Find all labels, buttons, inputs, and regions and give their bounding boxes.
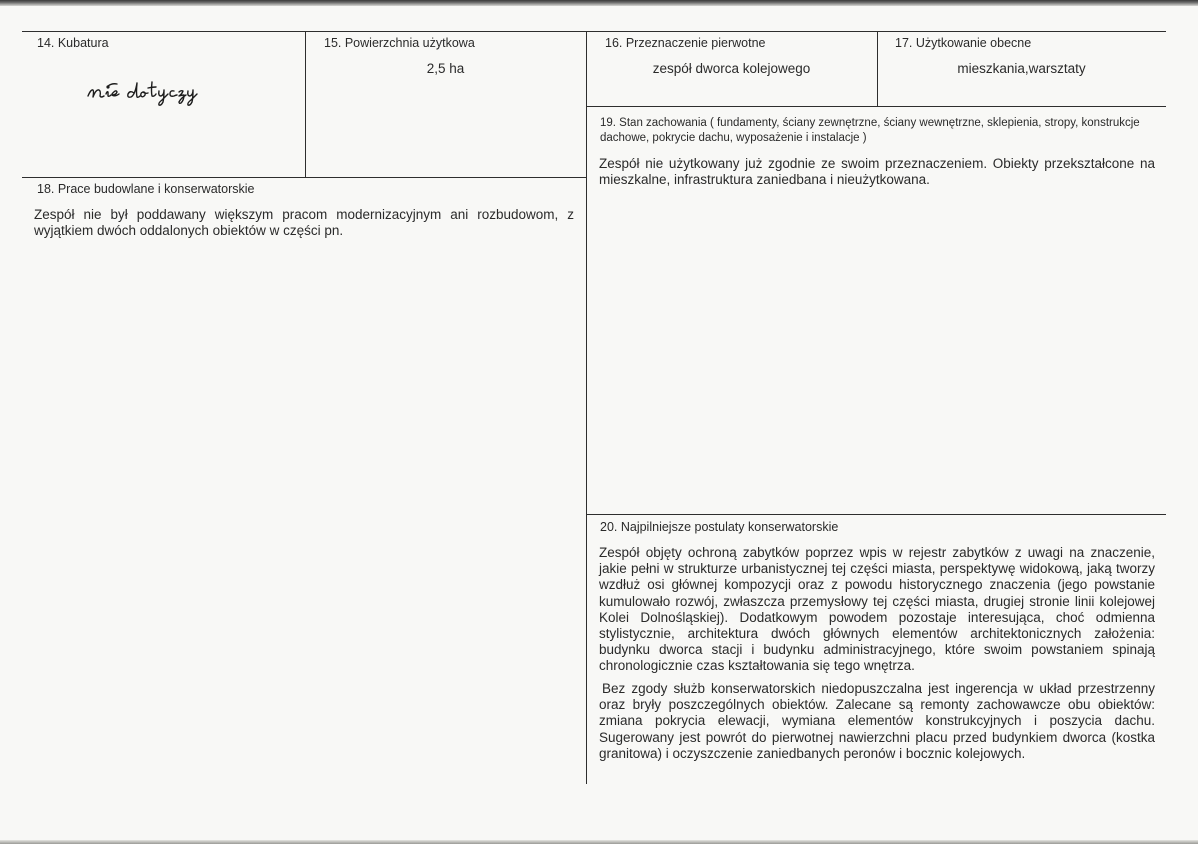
field-19-label: 19. Stan zachowania ( fundamenty, ściany zewnętrzne, ściany wewnętrzne, sklepienia, stropy, konstrukcje dachowe, pokrycie dachu, wyposażenie i instalacje ) <box>600 117 1140 144</box>
col-divider-main <box>586 31 587 784</box>
field-18-label: 18. Prace budowlane i konserwatorskie <box>37 182 255 196</box>
scan-bottom-edge <box>0 840 1198 844</box>
field-16-value: zespół dworca kolejowego <box>652 61 811 76</box>
field-15-value: 2,5 ha <box>426 61 465 76</box>
field-17-value: mieszkania,warsztaty <box>957 61 1086 76</box>
handwritten-signature-nie-dotyczy <box>84 74 208 113</box>
rule-below-16-17 <box>586 106 1166 107</box>
field-17-label: 17. Użytkowanie obecne <box>895 36 1032 50</box>
field-15-label: 15. Powierzchnia użytkowa <box>324 36 475 50</box>
col-divider-14-15 <box>305 31 306 177</box>
field-19-text: Zespół nie użytkowany już zgodnie ze swoim przeznaczeniem. Obiekty przekształcone na mieszkalne, infrastruktura zaniedbana i nieużytkowana. <box>599 156 1155 188</box>
scan-top-edge <box>0 0 1198 6</box>
field-20-label: 20. Najpilniejsze postulaty konserwatorskie <box>600 520 839 534</box>
rule-above-20 <box>586 514 1166 515</box>
field-16-label: 16. Przeznaczenie pierwotne <box>605 36 766 50</box>
field-20-paragraph-2: Bez zgody służb konserwatorskich niedopuszczalna jest ingerencja w układ przestrzenny oraz bryły poszczególnych obiektów. Zalecane są remonty zachowawcze obu obiektów: zmiana pokrycia elewacji, wymiana elementów konstrukcyjnych i poszycia dachu. Sugerowany jest powrót do pierwotnej nawierzchni placu przed budynkiem dworca (kostka granitowa) i oczyszczenie zaniedbanych peronów i bocznic kolejowych. <box>599 681 1155 761</box>
top-rule <box>22 31 1166 32</box>
field-20-paragraph-1: Zespół objęty ochroną zabytków poprzez wpis w rejestr zabytków z uwagi na znaczenie, jakie pełni w strukturze urbanistycznej tej części miasta, perspektywę widokową, jaką tworzy wzdłuż osi głównej kompozycji oraz z powodu historycznego znaczenia (jego powstanie kumulowało rozwój, zwłaszcza przemysłowy tej części miasta, drugiej stronie linii kolejowej Kolei Dolnośląskiej). Dodatkowym powodem pozostaje interesująca, choć odmienna stylistycznie, architektura dwóch głównych elementów architektonicznych założenia: budynku dworca stacji i budynku administracyjnego, które swoim powstaniem spinają chronologicznie czas kształtowania się tego wnętrza. <box>599 545 1155 674</box>
field-18-text: Zespół nie był poddawany większym pracom modernizacyjnym ani rozbudowom, z wyjątkiem dwóch oddalonych obiektów w części pn. <box>34 207 574 239</box>
field-14-label: 14. Kubatura <box>37 36 109 50</box>
rule-below-14-15 <box>22 177 586 178</box>
